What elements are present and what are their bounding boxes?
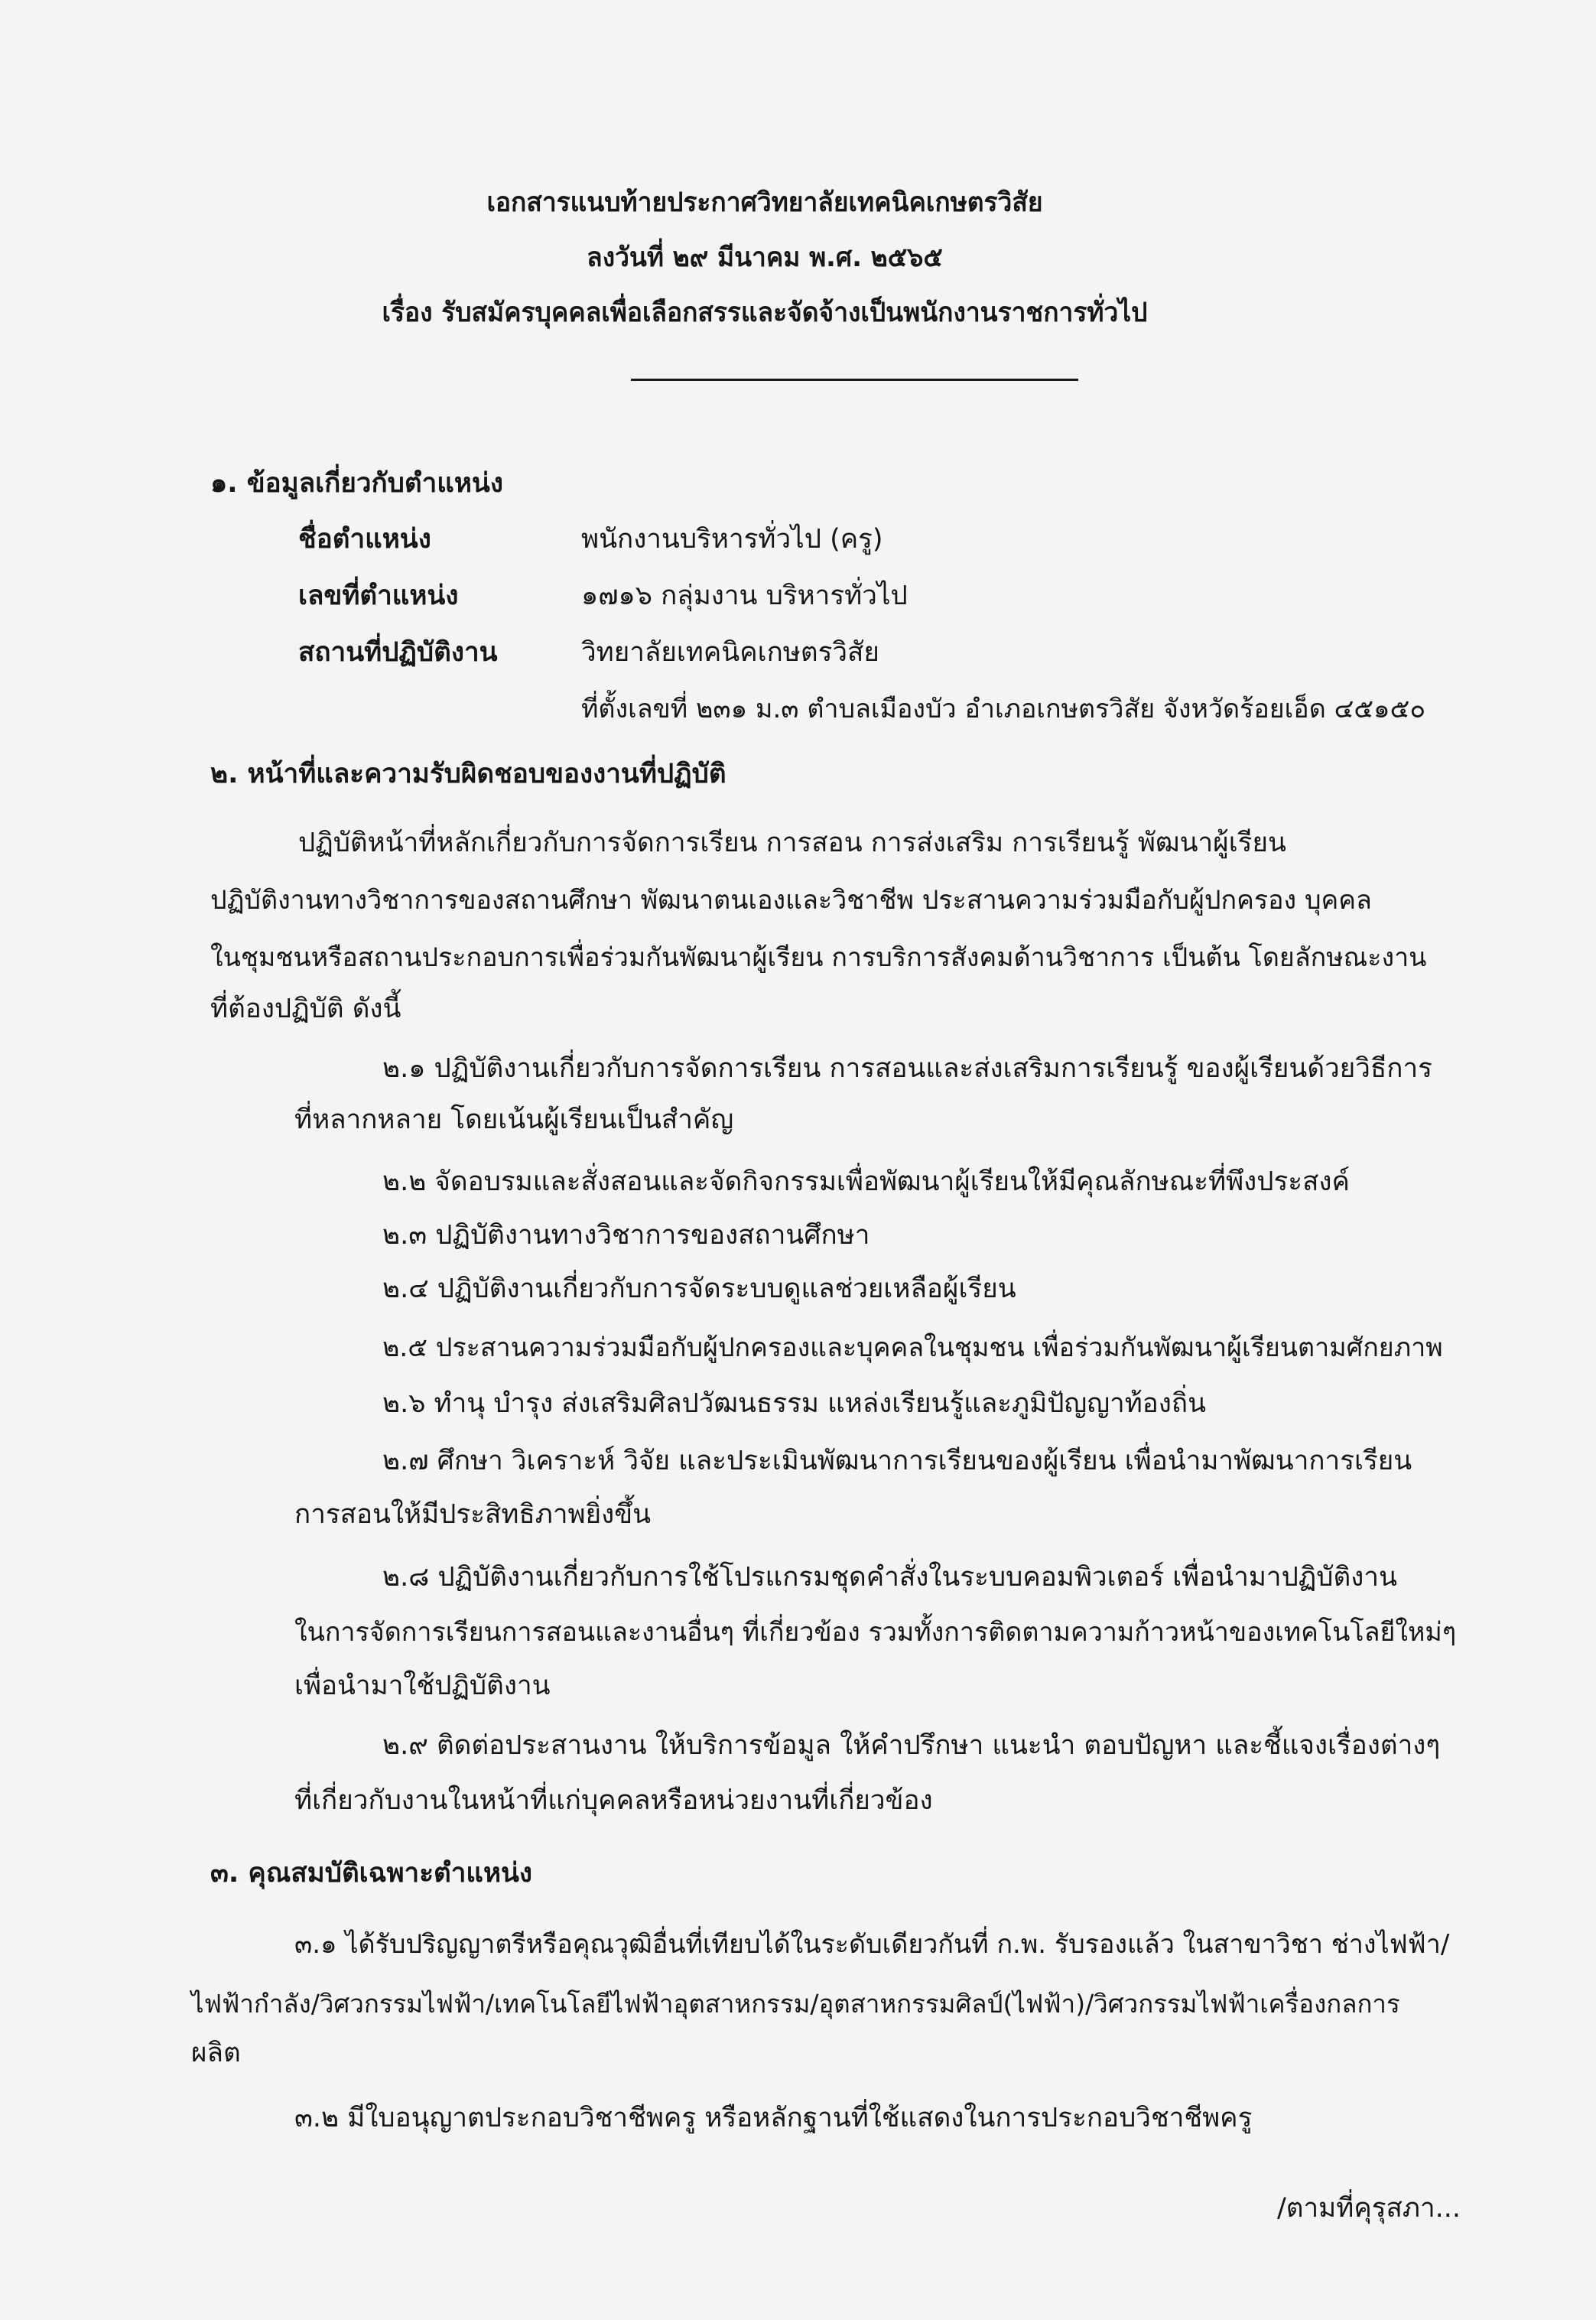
duty-item-continued: ที่เกี่ยวกับงานในหน้าที่แก่บุคคลหรือหน่วยงานที่เกี่ยวข้อง — [294, 1785, 933, 1816]
duty-item: ๒.๙ ติดต่อประสานงาน ให้บริการข้อมูล ให้คำปรึกษา แนะนำ ตอบปัญหา และชี้แจงเรื่องต่างๆ — [382, 1730, 1441, 1761]
duty-item-continued: การสอนให้มีประสิทธิภาพยิ่งขึ้น — [294, 1499, 652, 1530]
section2-heading: ๒. หน้าที่และความรับผิดชอบของงานที่ปฏิบัติ — [210, 759, 726, 789]
header-title: เอกสารแนบท้ายประกาศวิทยาลัยเทคนิคเกษตรวิสัย — [486, 187, 1043, 218]
section2-intro-line: ปฏิบัติหน้าที่หลักเกี่ยวกับการจัดการเรียน การสอน การส่งเสริม การเรียนรู้ พัฒนาผู้เรียน — [298, 828, 1286, 858]
position-number-value: ๑๗๑๖ กลุ่มงาน บริหารทั่วไป — [581, 581, 908, 611]
header-date: ลงวันที่ ๒๙ มีนาคม พ.ศ. ๒๕๖๕ — [587, 242, 943, 273]
section1-heading: ๑. ข้อมูลเกี่ยวกับตำแหน่ง — [210, 468, 503, 499]
header-divider — [631, 379, 1078, 381]
duty-item: ๒.๘ ปฏิบัติงานเกี่ยวกับการใช้โปรแกรมชุดคำสั่งในระบบคอมพิวเตอร์ เพื่อนำมาปฏิบัติงาน — [382, 1562, 1397, 1593]
qualification-line: ๓.๒ มีใบอนุญาตประกอบวิชาชีพครู หรือหลักฐานที่ใช้แสดงในการประกอบวิชาชีพครู — [294, 2103, 1253, 2133]
duty-item: ๒.๒ จัดอบรมและสั่งสอนและจัดกิจกรรมเพื่อพัฒนาผู้เรียนให้มีคุณลักษณะที่พึงประสงค์ — [382, 1167, 1350, 1197]
duty-item: ๒.๑ ปฏิบัติงานเกี่ยวกับการจัดการเรียน การสอนและส่งเสริมการเรียนรู้ ของผู้เรียนด้วยวิธีการ — [382, 1053, 1432, 1084]
duty-item: ๒.๖ ทำนุ บำรุง ส่งเสริมศิลปวัฒนธรรม แหล่งเรียนรู้และภูมิปัญญาท้องถิ่น — [382, 1388, 1207, 1419]
duty-item: ๒.๗ ศึกษา วิเคราะห์ วิจัย และประเมินพัฒนาการเรียนของผู้เรียน เพื่อนำมาพัฒนาการเรียน — [382, 1446, 1412, 1476]
section2-intro-line: ที่ต้องปฏิบัติ ดังนี้ — [210, 994, 401, 1024]
duty-item-continued: ในการจัดการเรียนการสอนและงานอื่นๆ ที่เกี่ยวข้อง รวมทั้งการติดตามความก้าวหน้าของเทคโนโลยีใหม่ๆ — [294, 1617, 1457, 1648]
duty-item: ๒.๔ ปฏิบัติงานเกี่ยวกับการจัดระบบดูแลช่วยเหลือผู้เรียน — [382, 1274, 1016, 1304]
section2-intro-line: ในชุมชนหรือสถานประกอบการเพื่อร่วมกันพัฒนาผู้เรียน การบริการสังคมด้านวิชาการ เป็นต้น โดยลักษณะงาน — [210, 942, 1427, 973]
position-name-value: พนักงานบริหารทั่วไป (ครู) — [581, 524, 883, 555]
header-subject: เรื่อง รับสมัครบุคคลเพื่อเลือกสรรและจัดจ้างเป็นพนักงานราชการทั่วไป — [382, 298, 1148, 328]
qualification-line: ผลิต — [191, 2038, 241, 2068]
qualification-line: ๓.๑ ได้รับปริญญาตรีหรือคุณวุฒิอื่นที่เทียบได้ในระดับเดียวกันที่ ก.พ. รับรองแล้ว ในสาขาวิชา ช่างไฟฟ้า/ — [294, 1929, 1450, 1960]
duty-item-continued: เพื่อนำมาใช้ปฏิบัติงาน — [294, 1671, 551, 1701]
position-number-label: เลขที่ตำแหน่ง — [298, 581, 459, 611]
page-continuation: /ตามที่คุรุสภา... — [1277, 2193, 1461, 2224]
workplace-value: วิทยาลัยเทคนิคเกษตรวิสัย — [581, 637, 879, 668]
workplace-address: ที่ตั้งเลขที่ ๒๓๑ ม.๓ ตำบลเมืองบัว อำเภอเกษตรวิสัย จังหวัดร้อยเอ็ด ๔๕๑๕๐ — [581, 694, 1426, 724]
workplace-label: สถานที่ปฏิบัติงาน — [298, 637, 498, 668]
duty-item-continued: ที่หลากหลาย โดยเน้นผู้เรียนเป็นสำคัญ — [294, 1105, 734, 1135]
duty-item: ๒.๓ ปฏิบัติงานทางวิชาการของสถานศึกษา — [382, 1220, 870, 1251]
section3-heading: ๓. คุณสมบัติเฉพาะตำแหน่ง — [210, 1858, 533, 1889]
section2-intro-line: ปฏิบัติงานทางวิชาการของสถานศึกษา พัฒนาตนเองและวิชาชีพ ประสานความร่วมมือกับผู้ปกครอง บุคคล — [210, 885, 1372, 916]
qualification-line: ไฟฟ้ากำลัง/วิศวกรรมไฟฟ้า/เทคโนโลยีไฟฟ้าอุตสาหกรรม/อุตสาหกรรมศิลป์(ไฟฟ้า)/วิศวกรรมไฟฟ้าเครื่องกลการ — [191, 1989, 1400, 2019]
duty-item: ๒.๕ ประสานความร่วมมือกับผู้ปกครองและบุคคลในชุมชน เพื่อร่วมกันพัฒนาผู้เรียนตามศักยภาพ — [382, 1332, 1443, 1363]
position-name-label: ชื่อตำแหน่ง — [298, 524, 431, 555]
